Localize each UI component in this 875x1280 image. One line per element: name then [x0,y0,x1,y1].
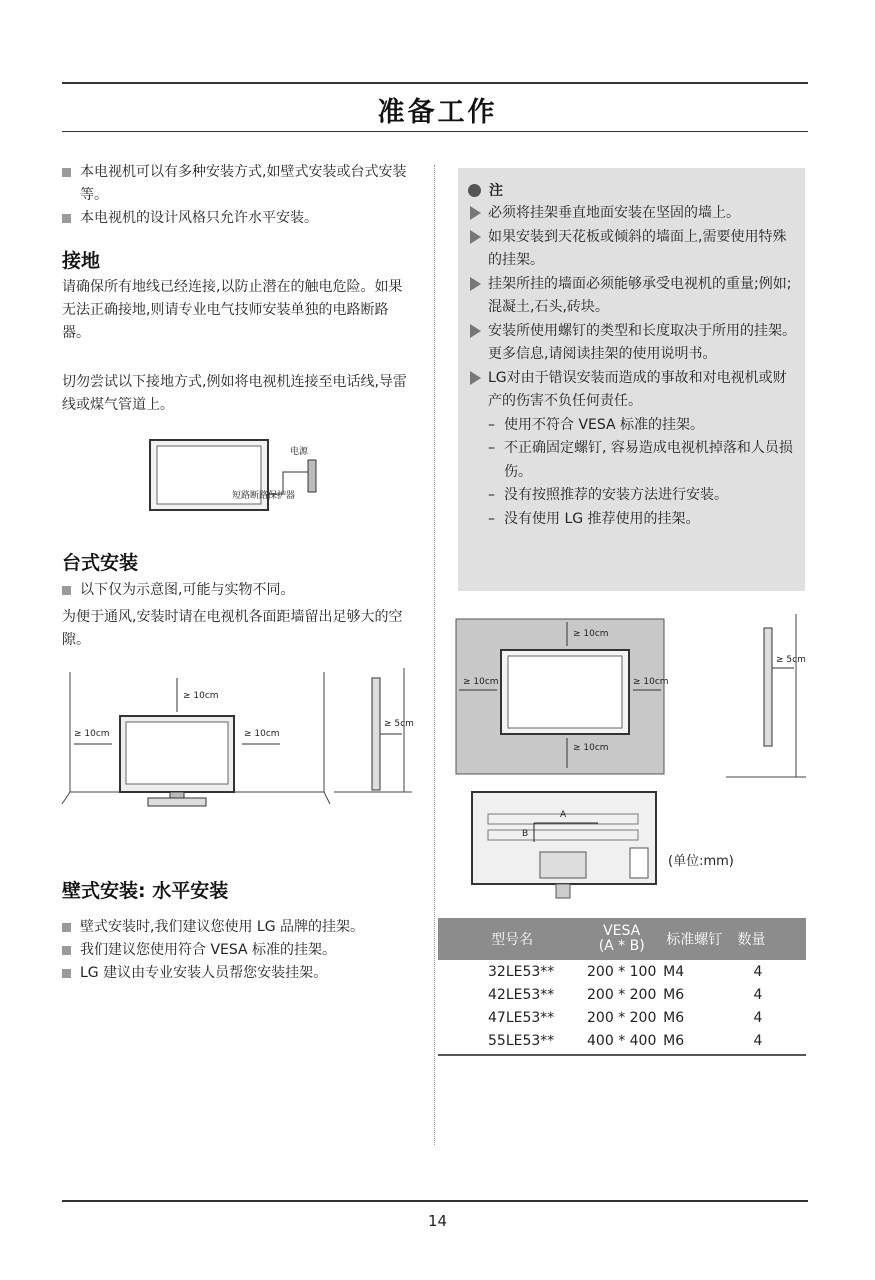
rear-stand-neck [556,884,570,898]
list-item: – 没有按照推荐的安装方法进行安装。 [488,487,728,503]
note-list [468,202,800,531]
desk-mount-diagram [62,664,422,814]
top-gap-label: ≥ 10cm [573,629,609,639]
footer-rule [62,1200,808,1202]
tv-screen [508,656,622,728]
square-bullet-icon [62,969,71,978]
header-model: 型号名 [438,918,586,960]
cell-model: 47LE53** [488,1009,555,1026]
wall-mount-diagram [455,618,669,776]
cell-screw: M6 [663,986,685,1003]
tv-side-view [372,678,380,790]
triangle-bullet-icon [470,230,481,244]
tv-rear-diagram [470,790,660,908]
left-gap-label: ≥ 10cm [463,677,499,687]
triangle-bullet-icon [470,324,481,338]
cell-model: 55LE53** [438,1029,586,1055]
page-title: 准备工作 [377,97,498,128]
right-gap-label: ≥ 10cm [633,677,669,687]
rear-connector-panel [540,852,586,878]
list-item: 本电视机的设计风格只允许水平安装。 [62,207,412,230]
list-item: 挂架所挂的墙面必须能够承受电视机的重量;例如;混凝土,石头,砖块。 [468,273,800,320]
cell-screw: M6 [657,1029,731,1055]
table-row [438,1006,806,1029]
rear-side-terminals [630,848,648,878]
note-sub-list [488,414,800,532]
table-header-row [438,918,806,960]
power-outlet [308,460,316,492]
list-item: 本电视机可以有多种安装方式,如壁式安装或台式安装等。 [62,161,412,207]
intro-bullet-list [62,161,412,230]
table-row [438,1029,806,1055]
list-item: 壁式安装时,我们建议您使用 LG 品牌的挂架。 [62,916,412,939]
grounding-paragraph: 请确保所有地线已经连接,以防止潜在的触电危险。如果无法正确接地,则请专业电气技师安装单独的电路断路器。 [62,279,403,341]
wall-side-view-diagram [720,612,810,782]
note-icon [468,184,481,197]
cell-vesa: 200 * 100 [587,963,657,980]
list-item: – 使用不符合 VESA 标准的挂架。 [488,416,705,433]
list-item: LG对由于错误安装而造成的事故和对电视机或财产的伤害不负任何责任。 – 使用不符合 VESA 标准的挂架。 – 不正确固定螺钉, 容易造成电视机掉落和人员损伤。 – 没有按照推荐的安装方法进行安装。 – 没有使用 LG 推荐使用的挂架。 [468,367,800,532]
list-item: – 不正确固定螺钉, 容易造成电视机掉落和人员损伤。 [488,440,793,480]
square-bullet-icon [62,946,71,955]
header-rule-bottom [62,131,808,132]
unit-label: (单位:mm) [668,854,734,869]
power-label: 电源 [290,447,309,457]
dimension-a-label: A [560,810,567,820]
list-item: – 没有使用 LG 推荐使用的挂架。 [488,510,700,527]
list-item: 如果安装到天花板或倾斜的墙面上,需要使用特殊的挂架。 [468,226,800,273]
desk-heading: 台式安装 [62,552,139,574]
wall-bullet-list [62,916,412,985]
grounding-heading: 接地 [62,250,101,272]
cell-vesa: 200 * 200 [587,1009,657,1026]
tv-side-view [764,628,772,746]
left-gap-label: ≥ 10cm [74,729,110,739]
grounding-diagram [148,436,338,516]
table-row [438,983,806,1006]
room-back-wall [324,672,330,804]
header-qty: 数量 [731,918,806,960]
square-bullet-icon [62,586,71,595]
side-gap-label: ≥ 5cm [776,655,806,665]
triangle-bullet-icon [470,206,481,220]
tv-neck [170,792,184,798]
list-item: 我们建议您使用符合 VESA 标准的挂架。 [62,939,412,962]
cell-qty: 4 [731,1029,806,1055]
cell-model: 32LE53** [488,963,555,980]
cell-vesa: 400 * 400 [586,1029,657,1055]
triangle-bullet-icon [470,371,481,385]
list-item: 必须将挂架垂直地面安装在坚固的墙上。 [468,202,800,226]
cell-screw: M6 [663,1009,685,1026]
cell-qty: 4 [753,1009,763,1026]
table-row [438,960,806,983]
square-bullet-icon [62,214,71,223]
desk-paragraph: 为便于通风,安装时请在电视机各面距墙留出足够大的空隙。 [62,609,403,648]
header-rule-top [62,82,808,84]
page-number: 14 [427,1212,448,1230]
list-item: LG 建议由专业安装人员帮您安装挂架。 [62,962,412,985]
cell-qty: 4 [753,963,763,980]
note-heading: 注 [468,180,503,200]
column-divider [434,165,435,1145]
grounding-warning-paragraph: 切勿尝试以下接地方式,例如将电视机连接至电话线,导雷线或煤气管道上。 [62,374,407,413]
triangle-bullet-icon [470,277,481,291]
room-left-wall [62,672,70,804]
header-screw: 标准螺钉 [657,918,731,960]
cell-vesa: 200 * 200 [587,986,657,1003]
list-item: 以下仅为示意图,可能与实物不同。 [62,579,412,602]
list-item: 安装所使用螺钉的类型和长度取决于所用的挂架。更多信息,请阅读挂架的使用说明书。 [468,320,800,367]
tv-stand [148,798,206,806]
tv-screen [126,722,228,784]
breaker-label: 短路断路保护器 [232,491,296,501]
side-gap-label: ≥ 5cm [384,719,414,729]
cell-qty: 4 [753,986,763,1003]
cell-screw: M4 [663,963,685,980]
wall-mount-heading: 壁式安装: 水平安装 [62,880,229,902]
square-bullet-icon [62,923,71,932]
right-gap-label: ≥ 10cm [244,729,280,739]
top-gap-label: ≥ 10cm [183,691,219,701]
vesa-table [438,918,806,1056]
header-vesa: VESA (A * B) [586,918,657,960]
dimension-b-label: B [522,829,529,839]
cell-model: 42LE53** [488,986,555,1003]
desk-bullet-list [62,579,412,602]
square-bullet-icon [62,168,71,177]
bottom-gap-label: ≥ 10cm [573,743,609,753]
